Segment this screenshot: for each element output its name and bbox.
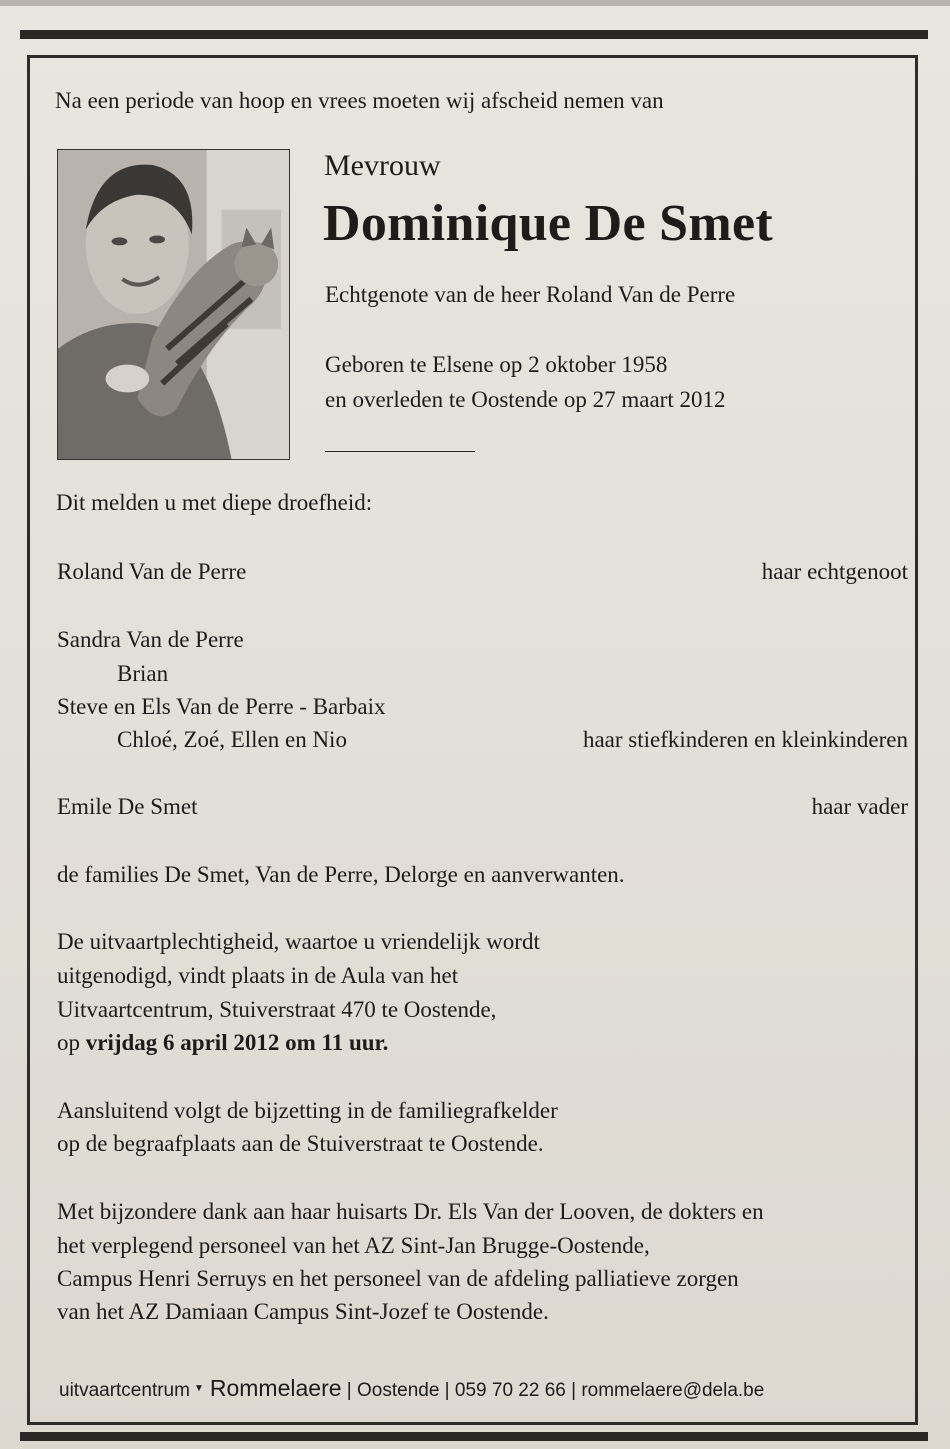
father-name: Emile De Smet	[57, 794, 198, 819]
spouse-name: Roland Van de Perre	[57, 559, 247, 584]
thanks-line-1: Met bijzondere dank aan haar huisarts Dr. Els Van der Looven, de dokters en	[57, 1199, 764, 1224]
ceremony-line-2: uitgenodigd, vindt plaats in de Aula van het	[57, 963, 459, 988]
footer-prefix: uitvaartcentrum	[59, 1380, 190, 1401]
grandchildren-list: Chloé, Zoé, Ellen en Nio	[117, 727, 347, 752]
ceremony-date-line	[57, 1028, 388, 1058]
burial-line-2: op de begraafplaats aan de Stuiverstraat te Oostende.	[57, 1131, 544, 1156]
families-line: de families De Smet, Van de Perre, Delorge en aanverwanten.	[57, 862, 625, 887]
children-role: haar stiefkinderen en kleinkinderen	[582, 727, 908, 752]
death-line: en overleden te Oostende op 27 maart 2012	[325, 387, 726, 412]
bottom-black-bar	[20, 1432, 928, 1441]
ceremony-line-1: De uitvaartplechtigheid, waartoe u vriendelijk wordt	[57, 929, 540, 954]
triangle-icon: ▼	[193, 1383, 204, 1394]
ceremony-date-prefix: op	[57, 1030, 86, 1055]
child-steve-els: Steve en Els Van de Perre - Barbaix	[57, 694, 386, 719]
spouse-role: haar echtgenoot	[761, 559, 908, 584]
ceremony-line-3: Uitvaartcentrum, Stuiverstraat 470 te Oostende,	[57, 997, 497, 1022]
father-role: haar vader	[811, 794, 908, 819]
footer-details: | Oostende | 059 70 22 66 | rommelaere@dela.be	[341, 1380, 765, 1401]
top-black-bar	[20, 30, 928, 39]
honorific: Mevrouw	[324, 149, 441, 182]
birth-line: Geboren te Elsene op 2 oktober 1958	[325, 352, 668, 377]
thanks-line-4: van het AZ Damiaan Campus Sint-Jozef te Oostende.	[57, 1299, 549, 1324]
divider-rule	[325, 451, 475, 452]
thanks-line-2: het verplegend personeel van het AZ Sint-Jan Brugge-Oostende,	[57, 1233, 650, 1258]
portrait-photo-illustration	[58, 150, 289, 459]
burial-line-1: Aansluitend volgt de bijzetting in de familiegrafkelder	[57, 1098, 558, 1123]
footer-brand: Rommelaere	[209, 1375, 342, 1401]
deceased-name: Dominique De Smet	[323, 195, 773, 252]
child-sandra: Sandra Van de Perre	[57, 627, 244, 652]
ceremony-date: vrijdag 6 april 2012 om 11 uur.	[85, 1030, 389, 1055]
grandchild-brian: Brian	[117, 661, 169, 686]
thanks-line-3: Campus Henri Serruys en het personeel van de afdeling palliatieve zorgen	[57, 1266, 739, 1291]
funeral-home-footer	[59, 1375, 764, 1404]
portrait-photo	[57, 149, 290, 460]
intro-text: Na een periode van hoop en vrees moeten wij afscheid nemen van	[55, 88, 664, 113]
spouse-line: Echtgenote van de heer Roland Van de Perre	[325, 282, 736, 307]
announcement-line: Dit melden u met diepe droefheid:	[56, 490, 373, 515]
page-edge-rule	[0, 0, 950, 6]
